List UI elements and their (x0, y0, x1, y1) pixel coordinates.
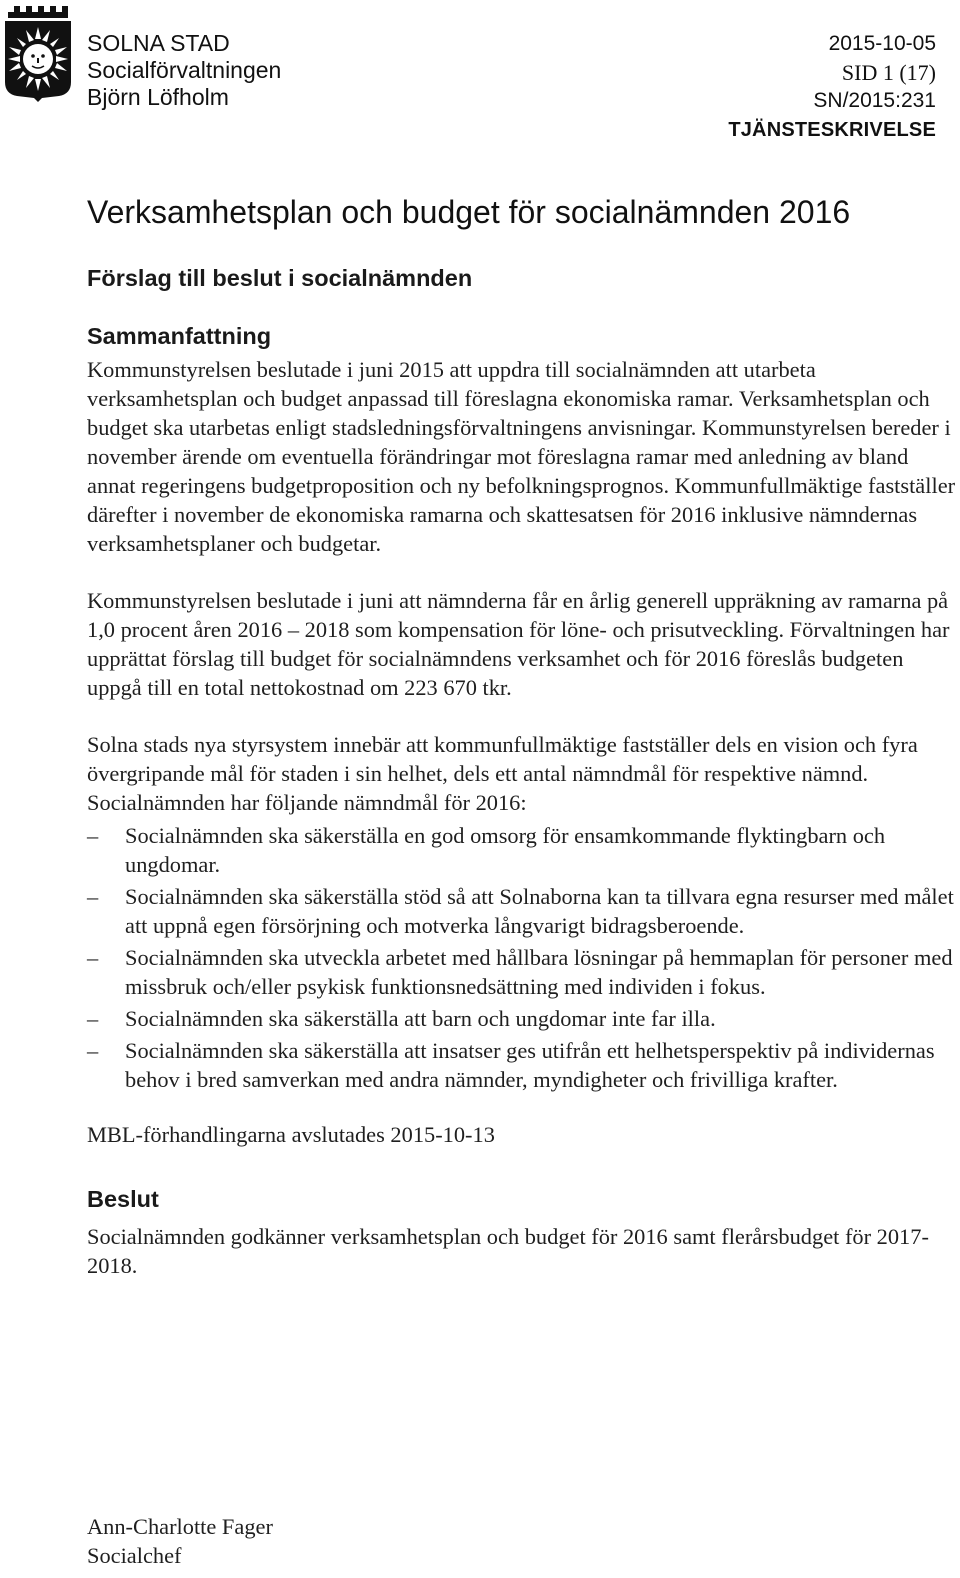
goals-intro-paragraph: Solna stads nya styrsystem innebär att kommunfullmäktige fastställer dels en vision och fyra övergripande mål för staden i sin helhet, dels ett antal nämndmål för respektive nämnd. Socialnämnden har följande nämndmål för 2016: (87, 732, 918, 815)
signature-block (87, 1512, 273, 1570)
document-title: Verksamhetsplan och budget för socialnämnden 2016 (87, 194, 851, 230)
department-name: Socialförvaltningen (87, 57, 282, 83)
budget-paragraph: Kommunstyrelsen beslutade i juni att nämnderna får en årlig generell uppräkning av ramarna på 1,0 procent åren 2016 – 2018 som kompensation för löne- och prisutveckling. Förvaltningen har upprättat förslag till budget för socialnämndens verksamhet och för 2016 föreslås budgeten uppgå till en total nettokostnad om 223 670 tkr. (87, 588, 950, 700)
page-number: SID 1 (17) (841, 59, 936, 85)
goal-text: Socialnämnden ska säkerställa att insatser ges utifrån ett helhetsperspektiv på individernas behov i bred samverkan med andra nämnder, myndigheter och frivilliga krafter. (125, 1038, 935, 1092)
list-item (87, 821, 957, 879)
decision-heading: Beslut (87, 1186, 159, 1212)
goal-text: Socialnämnden ska säkerställa stöd så att Solnaborna kan ta tillvara egna resurser med målet att uppnå egen försörjning och motverka långvarigt bidragsberoende. (125, 884, 954, 938)
document-date: 2015-10-05 (828, 32, 936, 55)
document-body (87, 192, 957, 1280)
list-item (87, 1036, 957, 1094)
document-type: TJÄNSTESKRIVELSE (728, 118, 936, 141)
list-item (87, 1004, 957, 1033)
bullet-dash: – (87, 823, 99, 848)
bullet-dash: – (87, 1038, 99, 1063)
signatory-role: Socialchef (87, 1543, 182, 1568)
goals-list (87, 821, 957, 1094)
org-name: SOLNA STAD (87, 30, 230, 56)
summary-paragraph: Kommunstyrelsen beslutade i juni 2015 att uppdra till socialnämnden att utarbeta verksamhetsplan och budget anpassad till föreslagna ekonomiska ramar. Verksamhetsplan och budget ska utarbetas enligt stadsledningsförvaltningens anvisningar. Kommunstyrelsen bereder i november ärende om eventuella förändringar mot föreslagna ramar med anledning av bland annat regeringens budgetproposition och ny befolkningsprognos. Kommunfullmäktige fastställer därefter i november de ekonomiska ramarna och skattesatsen för 2016 inklusive nämndernas verksamhetsplaner och budgetar. (87, 357, 956, 556)
mbl-note: MBL-förhandlingarna avslutades 2015-10-13 (87, 1122, 495, 1147)
list-item (87, 943, 957, 1001)
bullet-dash: – (87, 1006, 99, 1031)
signatory-name: Ann-Charlotte Fager (87, 1514, 273, 1539)
proposal-heading: Förslag till beslut i socialnämnden (87, 265, 473, 291)
bullet-dash: – (87, 945, 99, 970)
reference-number: SN/2015:231 (813, 89, 936, 112)
goal-text: Socialnämnden ska säkerställa en god omsorg för ensamkommande flyktingbarn och ungdomar. (125, 823, 886, 877)
organization-block (87, 30, 281, 111)
summary-heading: Sammanfattning (87, 323, 272, 349)
document-meta (728, 30, 936, 144)
goal-text: Socialnämnden ska säkerställa att barn och ungdomar inte far illa. (125, 1006, 716, 1031)
author-name: Björn Löfholm (87, 84, 229, 110)
solna-sun-crest-icon (4, 4, 72, 102)
goal-text: Socialnämnden ska utveckla arbetet med hållbara lösningar på hemmaplan för personer med missbruk och/eller psykisk funktionsnedsättning med individen i fokus. (125, 945, 953, 999)
decision-text: Socialnämnden godkänner verksamhetsplan och budget för 2016 samt flerårsbudget för 2017-2018. (87, 1224, 929, 1278)
list-item (87, 882, 957, 940)
bullet-dash: – (87, 884, 99, 909)
